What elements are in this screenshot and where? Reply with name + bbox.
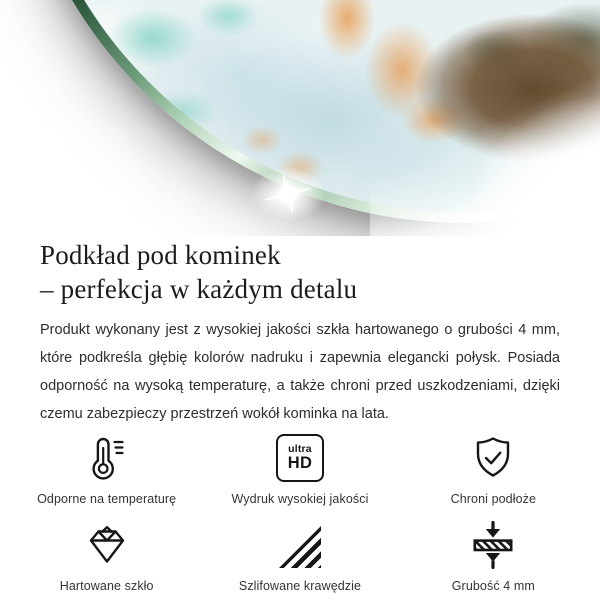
- shield-check-icon: [469, 434, 517, 482]
- feature-label: Wydruk wysokiej jakości: [231, 492, 369, 506]
- page-title-line2: – perfekcja w każdym detalu: [40, 274, 358, 304]
- feature-item-print-quality: [203, 434, 396, 507]
- page-title-line1: Podkład pod kominek: [40, 240, 281, 270]
- hero-white-fade: [370, 60, 600, 236]
- feature-item-polished-edges: [203, 521, 396, 594]
- hero-product-image: [0, 0, 600, 236]
- feature-item-tempered-glass: [10, 521, 203, 594]
- feature-item-temperature: [10, 434, 203, 507]
- feature-label: Szlifowane krawędzie: [238, 579, 362, 593]
- ultra-hd-icon: [276, 434, 324, 482]
- thickness-icon: [469, 521, 517, 569]
- feature-item-protects-floor: [397, 434, 590, 507]
- feature-label: Hartowane szkło: [59, 579, 154, 593]
- ultra-hd-badge-bottom: HD: [287, 454, 313, 472]
- thermometer-icon: [83, 434, 131, 482]
- product-description: Produkt wykonany jest z wysokiej jakości szkła hartowanego o grubości 4 mm, które podkreśla głębię kolorów nadruku i zapewnia elegancki połysk. Posiada odporność na wysoką temperaturę, a także chroni przed uszkodzeniami, dzięki czemu zabezpieczy przestrzeń wokół kominka na lata.: [40, 322, 560, 422]
- diamond-icon: [83, 521, 131, 569]
- feature-label: Odporne na temperaturę: [37, 492, 177, 506]
- page-title: [40, 238, 560, 306]
- feature-label: Grubość 4 mm: [451, 579, 535, 593]
- features-grid: [10, 434, 590, 594]
- feature-item-thickness: [397, 521, 590, 594]
- ultra-hd-badge-top: ultra: [288, 443, 312, 455]
- product-text-block: [0, 238, 600, 594]
- polished-edges-icon: [276, 521, 324, 569]
- feature-label: Chroni podłoże: [450, 492, 537, 506]
